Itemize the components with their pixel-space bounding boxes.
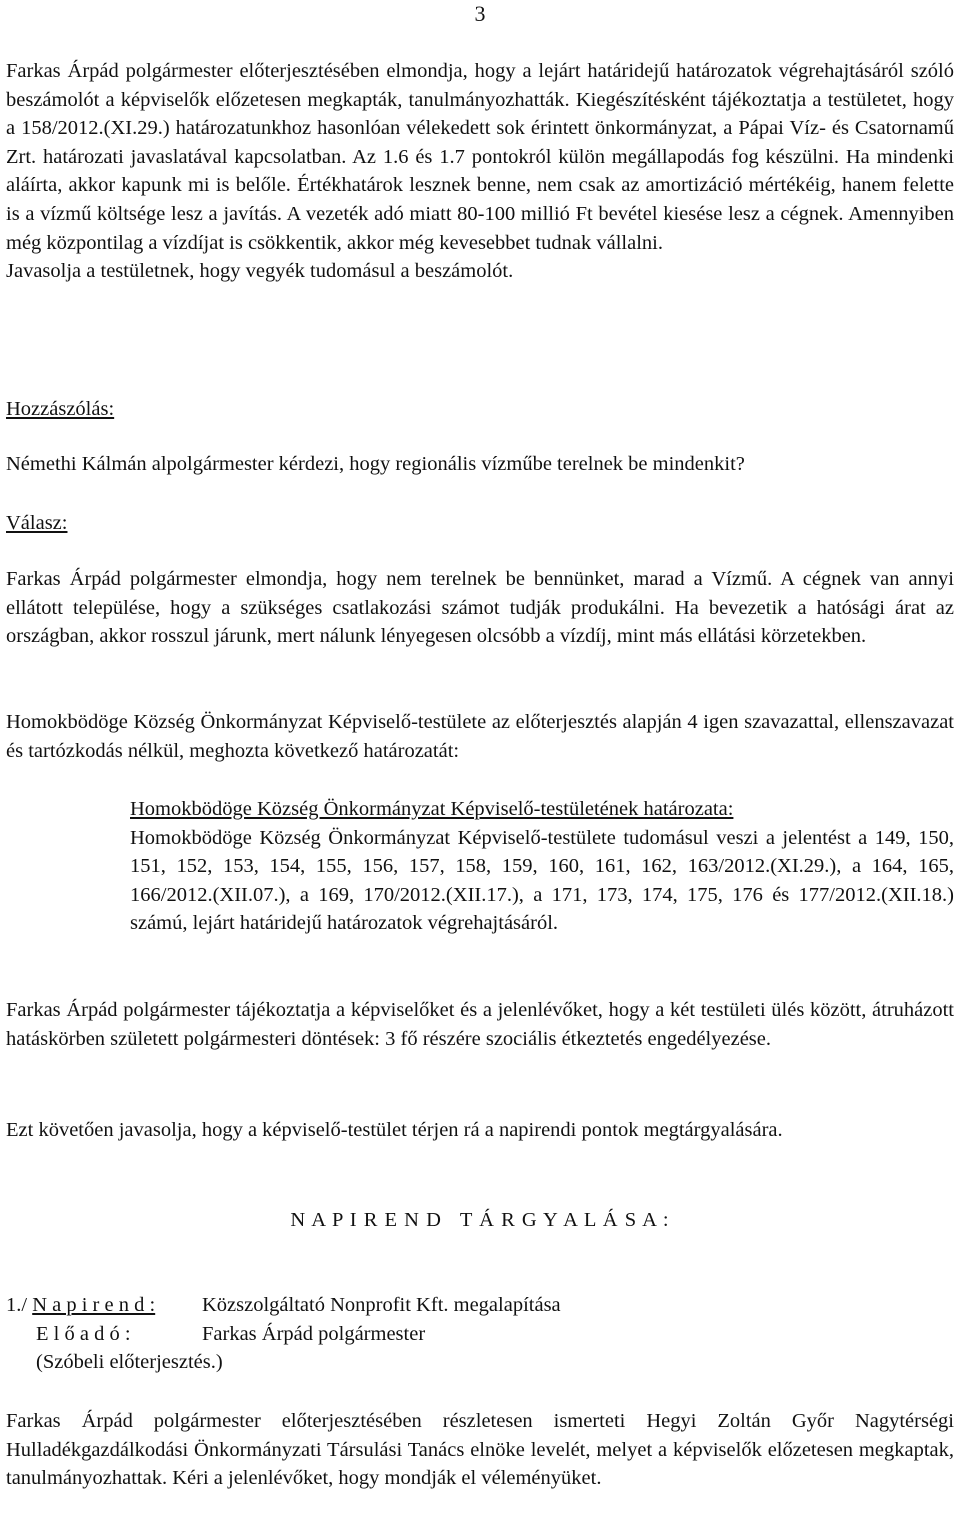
info-paragraph: Farkas Árpád polgármester tájékoztatja a képviselőket és a jelenlévőket, hogy a két testületi ülés között, átruházott hatáskörben született polgármesteri döntések: 3 fő részére szociális étkeztetés engedélyezése. xyxy=(6,999,954,1050)
info-section xyxy=(6,996,954,1053)
answer-section xyxy=(6,565,954,651)
comment-heading xyxy=(6,395,954,424)
agenda-item-label: N a p i r e n d : xyxy=(32,1294,156,1316)
resolution-heading: Homokbödöge Község Önkormányzat Képviselő-testületének határozata: xyxy=(130,798,734,820)
presenter-label: E l ő a d ó : xyxy=(36,1322,131,1345)
closing-paragraph: Farkas Árpád polgármester előterjesztésében részletesen ismerteti Hegyi Zoltán Győr Nagytérségi Hulladékgazdálkodási Önkormányzati Társulási Tanács elnöke levelét, melyet a képviselők előzetesen megkaptak, tanulmányozhattak. Kéri a jelenlévőket, hogy mondják el véleményüket. xyxy=(6,1410,954,1490)
resolution-paragraph: Homokbödöge Község Önkormányzat Képviselő-testülete tudomásul veszi a jelentést a 149, 150, 151, 152, 153, 154, 155, 156, 157, 158, 159, 160, 161, 162, 163/2012.(XI.29.), a 164, 165, 166/2012.(XII.07.), a 169, 170/2012.(XII.17.), a 171, 173, 174, 175, 176 és 177/2012.(XII.18.) számú, lejárt határidejű határozatok végrehajtásáról. xyxy=(130,826,954,935)
agenda-item-number: 1./ xyxy=(6,1294,28,1316)
agenda-item-title: Közszolgáltató Nonprofit Kft. megalapítása xyxy=(202,1294,561,1316)
answer-heading xyxy=(6,509,954,538)
vote-section xyxy=(6,708,954,765)
agenda-title: N A P I R E N D T Á R G Y A L Á S A : xyxy=(290,1209,670,1231)
answer-paragraph: Farkas Árpád polgármester elmondja, hogy nem terelnek be bennünket, marad a Vízmű. A cégnek van annyi ellátott települése, hogy a szükséges csatlakozási számot tudják produkálni. Ha bevezetik a hatósági árat az országban, akkor rosszul járunk, mert nálunk lényegesen olcsóbb a vízdíj, mint más ellátási körzetekben. xyxy=(6,568,954,648)
intro-last-line: Javasolja a testületnek, hogy vegyék tudomásul a beszámolót. xyxy=(6,260,514,283)
agenda-item-row xyxy=(6,1291,954,1320)
presenter-name: Farkas Árpád polgármester xyxy=(202,1322,426,1345)
intro-section xyxy=(6,57,954,286)
comment-heading-text: Hozzászólás: xyxy=(6,398,115,420)
agenda-item-note: (Szóbeli előterjesztés.) xyxy=(36,1351,223,1374)
agenda-item-label-group xyxy=(6,1291,202,1320)
intro-paragraph: Farkas Árpád polgármester előterjesztésében elmondja, hogy a lejárt határidejű határozatok végrehajtásáról szóló beszámolót a képviselők előzetesen megkapták, tanulmányozhatták. Kiegészítésként tájékoztatja a testületet, hogy a 158/2012.(XI.29.) határozatunkhoz hasonlóan vélekedett sok érintett önkormányzat, a Pápai Víz- és Csatornamű Zrt. határozati javaslatával kapcsolatban. Az 1.6 és 1.7 pontokról külön megállapodás fog készülni. Ha mindenki aláírta, akkor kapunk mi is belőle. Értékhatárok lesznek benne, nem csak az amortizáció mértékéig, hanem felette is a vízmű költsége lesz a javítás. A vezeték adó miatt 80-100 millió Ft bevétel kiesése lesz a cégnek. Amennyiben még központilag a vízdíjat is csökkentik, akkor még kevesebbet tudnak vállalni. xyxy=(6,60,954,254)
resolution-section xyxy=(130,795,954,938)
proposal-section xyxy=(6,1116,954,1145)
vote-paragraph: Homokbödöge Község Önkormányzat Képviselő-testülete az előterjesztés alapján 4 igen szavazattal, ellenszavazat és tartózkodás nélkül, meghozta következő határozatát: xyxy=(6,711,954,762)
page-number: 3 xyxy=(474,1,486,26)
answer-heading-text: Válasz: xyxy=(6,512,68,534)
closing-section xyxy=(6,1407,954,1493)
proposal-paragraph: Ezt követően javasolja, hogy a képviselő-testület térjen rá a napirendi pontok megtárgyalására. xyxy=(6,1119,783,1141)
agenda-item xyxy=(6,1291,954,1377)
presenter-row xyxy=(6,1320,954,1349)
comment-text: Némethi Kálmán alpolgármester kérdezi, hogy regionális vízműbe terelnek be mindenkit? xyxy=(6,453,745,475)
